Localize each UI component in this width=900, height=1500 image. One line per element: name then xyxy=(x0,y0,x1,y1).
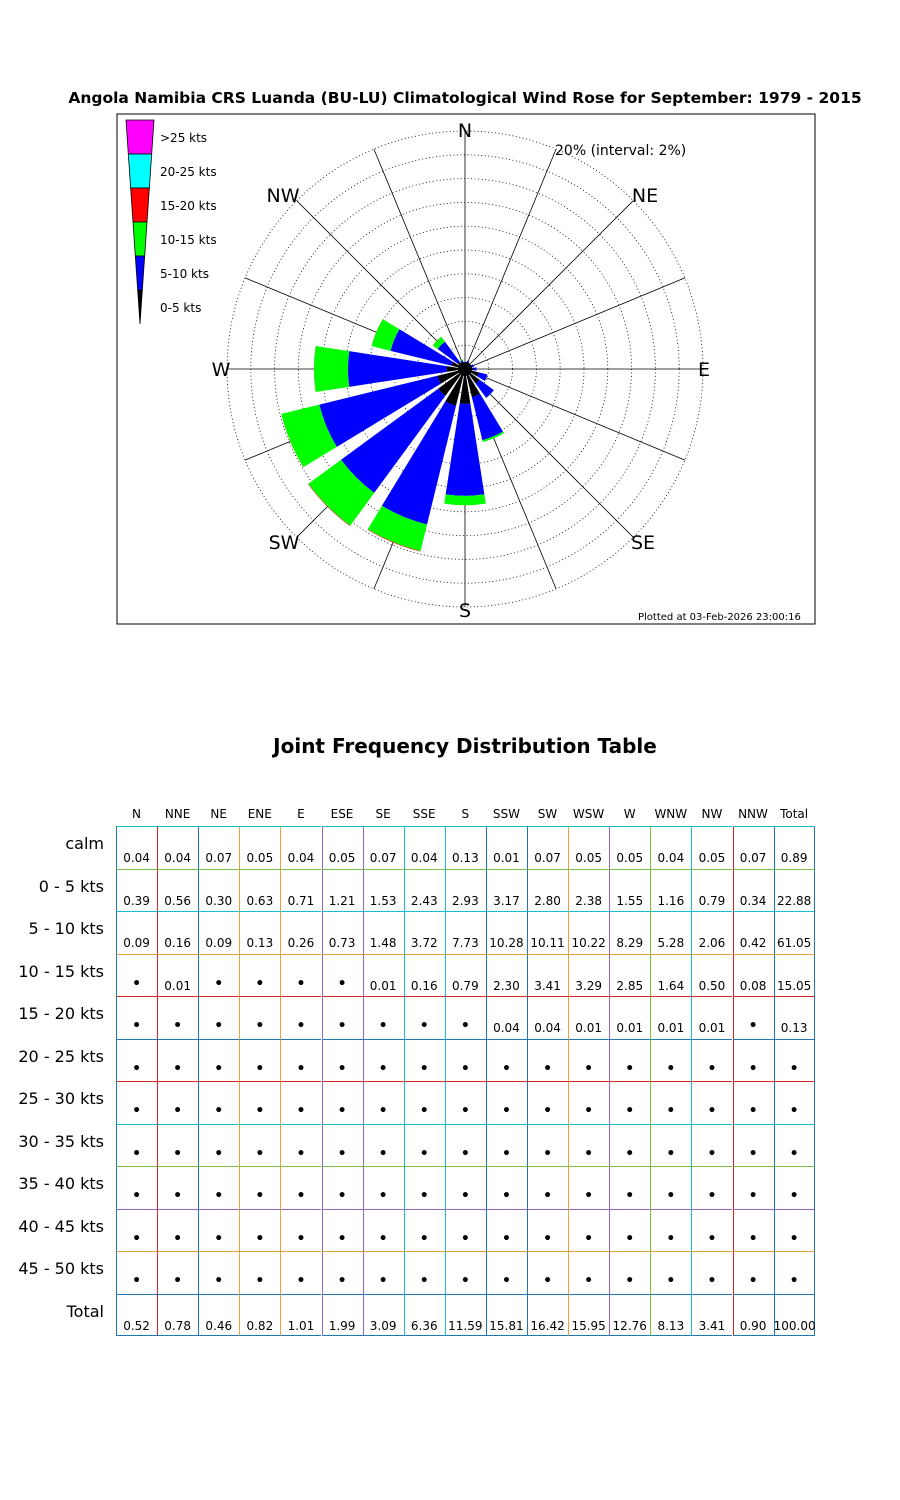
compass-sw: SW xyxy=(268,532,300,554)
table-cell: • xyxy=(707,1145,717,1162)
table-cell: • xyxy=(501,1273,511,1289)
table-cell: • xyxy=(378,1018,388,1034)
table-cell: 0.79 xyxy=(451,978,479,993)
legend-swatch-3 xyxy=(133,222,147,256)
table-cell: • xyxy=(584,1060,594,1077)
col-header-SSW: SSW xyxy=(492,807,520,821)
table-cell: 100.00 xyxy=(773,1318,816,1333)
table-cell: 0.07 xyxy=(369,851,397,865)
col-header-SSE: SSE xyxy=(412,807,436,821)
col-header-WSW: WSW xyxy=(572,807,605,821)
table-cell: • xyxy=(460,1145,470,1162)
table-cell: • xyxy=(337,1230,347,1247)
table-cell: • xyxy=(337,1018,347,1034)
table-cell: 0.05 xyxy=(698,851,726,865)
table-cell: 0.04 xyxy=(493,1021,520,1035)
table-cell: 0.82 xyxy=(246,1318,274,1333)
table-cell: • xyxy=(460,1188,470,1204)
table-cell: 10.28 xyxy=(489,936,524,950)
col-header-NNW: NNW xyxy=(738,807,768,821)
table-cell: • xyxy=(501,1060,511,1077)
table-cell: 0.07 xyxy=(205,851,233,865)
row-label: 40 - 45 kts xyxy=(18,1216,104,1236)
table-cell: 0.05 xyxy=(616,851,644,865)
table-cell: • xyxy=(584,1103,594,1119)
table-cell: • xyxy=(255,1145,265,1162)
table-cell: • xyxy=(296,1230,306,1247)
row-label: 10 - 15 kts xyxy=(18,961,104,981)
table-cell: 2.93 xyxy=(451,893,479,908)
compass-n: N xyxy=(457,120,473,142)
table-cell: 0.05 xyxy=(328,851,356,865)
table-cell: 0.16 xyxy=(410,978,438,993)
table-cell: • xyxy=(255,1188,265,1204)
table-cell: • xyxy=(501,1230,511,1247)
table-cell: • xyxy=(132,1230,142,1247)
petal-E-510kts xyxy=(473,367,476,371)
table-cell: 10.11 xyxy=(530,936,565,950)
table-cell: • xyxy=(296,1103,306,1119)
table-cell: 0.73 xyxy=(328,936,356,950)
row-label: 5 - 10 kts xyxy=(28,919,104,938)
table-cell: 0.01 xyxy=(698,1021,726,1035)
table-cell: 15.95 xyxy=(571,1318,606,1333)
table-cell: 0.05 xyxy=(575,851,602,865)
table-cell: • xyxy=(748,1188,758,1204)
table-cell: • xyxy=(419,1103,429,1119)
table-cell: • xyxy=(419,1188,429,1204)
spoke-NNE xyxy=(465,149,556,369)
table-cell: 0.01 xyxy=(164,978,191,993)
table-cell: 0.07 xyxy=(534,851,561,865)
table-cell: • xyxy=(789,1145,799,1162)
table-cell: • xyxy=(132,1188,142,1204)
table-cell: • xyxy=(625,1230,635,1247)
compass-e: E xyxy=(697,359,711,381)
table-cell: 0.05 xyxy=(246,851,274,865)
table-cell: • xyxy=(296,1188,306,1204)
table-cell: • xyxy=(173,1145,183,1162)
table-cell: 0.04 xyxy=(123,851,150,865)
table-cell: • xyxy=(543,1188,553,1204)
table-cell: 0.42 xyxy=(739,936,767,950)
compass-ne: NE xyxy=(631,185,659,207)
col-header-W: W xyxy=(623,807,636,821)
table-cell: • xyxy=(255,1273,265,1289)
table-cell: • xyxy=(707,1273,717,1289)
table-cell: • xyxy=(625,1273,635,1289)
table-cell: • xyxy=(419,1018,429,1034)
legend-swatch-5 xyxy=(138,290,143,324)
row-label: 0 - 5 kts xyxy=(38,876,104,896)
col-header-ENE: ENE xyxy=(247,807,272,821)
table-cell: 1.48 xyxy=(369,936,397,950)
table-cell: 0.04 xyxy=(534,1021,561,1035)
plotted-at-stamp: Plotted at 03-Feb-2026 23:00:16 xyxy=(638,612,801,623)
table-cell: • xyxy=(214,1060,224,1077)
table-cell: • xyxy=(707,1188,717,1204)
petal-W-1015kts xyxy=(314,346,349,392)
table-cell: • xyxy=(173,1230,183,1247)
row-label: 45 - 50 kts xyxy=(18,1259,104,1278)
table-cell: • xyxy=(255,975,265,992)
spoke-ESE xyxy=(465,369,685,460)
table-cell: • xyxy=(625,1145,635,1162)
col-header-E: E xyxy=(297,807,305,821)
table-cell: • xyxy=(378,1103,388,1119)
table-cell: 0.01 xyxy=(616,1021,644,1035)
table-cell: • xyxy=(789,1273,799,1289)
table-cell: • xyxy=(543,1145,553,1162)
table-cell: • xyxy=(543,1103,553,1119)
table-cell: 0.71 xyxy=(287,893,315,908)
table-cell: • xyxy=(666,1273,676,1289)
table-cell: • xyxy=(296,975,306,992)
legend-label-1: 20-25 kts xyxy=(160,165,217,179)
table-cell: • xyxy=(666,1145,676,1162)
table-cell: 7.73 xyxy=(451,936,479,950)
table-cell: 2.38 xyxy=(575,893,602,908)
legend-swatch-2 xyxy=(131,188,150,222)
table-cell: 0.56 xyxy=(164,893,191,908)
table-cell: 0.09 xyxy=(123,936,150,950)
table-cell: 0.90 xyxy=(739,1318,767,1333)
table-cell: 0.13 xyxy=(246,936,274,950)
table-cell: • xyxy=(748,1103,758,1119)
table-cell: • xyxy=(255,1103,265,1119)
table-cell: 1.55 xyxy=(616,893,644,908)
table-cell: • xyxy=(789,1230,799,1247)
table-cell: 3.17 xyxy=(493,893,520,908)
table-cell: • xyxy=(337,1273,347,1289)
table-cell: • xyxy=(419,1230,429,1247)
table-cell: • xyxy=(337,975,347,992)
table-cell: • xyxy=(378,1230,388,1247)
legend-label-4: 5-10 kts xyxy=(160,267,209,281)
table-cell: • xyxy=(460,1060,470,1077)
table-cell: • xyxy=(214,1145,224,1162)
legend-swatch-4 xyxy=(135,256,144,290)
legend-swatch-0 xyxy=(126,120,154,154)
table-cell: • xyxy=(255,1060,265,1077)
table-cell: • xyxy=(337,1188,347,1204)
compass-s: S xyxy=(458,600,472,622)
table-cell: • xyxy=(748,1145,758,1162)
table-cell: 11.59 xyxy=(448,1318,483,1333)
table-cell: 8.13 xyxy=(657,1318,685,1333)
table-cell: • xyxy=(132,975,142,992)
table-cell: 0.09 xyxy=(205,936,233,950)
table-cell: • xyxy=(543,1060,553,1077)
table-cell: • xyxy=(296,1145,306,1162)
col-header-ESE: ESE xyxy=(330,807,354,821)
table-cell: 3.72 xyxy=(410,936,438,950)
table-cell: 0.13 xyxy=(451,851,479,865)
table-cell: • xyxy=(214,1273,224,1289)
table-cell: • xyxy=(789,1188,799,1204)
table-cell: • xyxy=(173,1188,183,1204)
table-cell: 61.05 xyxy=(776,936,812,950)
legend-label-2: 15-20 kts xyxy=(160,199,217,213)
table-cell: 0.08 xyxy=(739,978,767,993)
table-cell: • xyxy=(584,1230,594,1247)
table-cell: • xyxy=(132,1018,142,1034)
table-cell: • xyxy=(296,1273,306,1289)
table-cell: 1.16 xyxy=(657,893,685,908)
table-cell: • xyxy=(378,1273,388,1289)
table-cell: • xyxy=(460,1103,470,1119)
table-cell: 5.28 xyxy=(657,936,685,950)
table-cell: • xyxy=(748,1273,758,1289)
table-cell: • xyxy=(296,1018,306,1034)
col-header-NE: NE xyxy=(210,807,227,821)
petal-SSE-510kts xyxy=(472,394,503,440)
table-cell: • xyxy=(707,1060,717,1077)
table-cell: 0.04 xyxy=(410,851,438,865)
table-cell: 12.76 xyxy=(612,1318,647,1333)
table-cell: 3.29 xyxy=(575,978,602,993)
calm-center xyxy=(458,362,472,376)
table-cell: 0.46 xyxy=(205,1318,233,1333)
table-cell: • xyxy=(748,1230,758,1247)
row-label: 25 - 30 kts xyxy=(18,1089,104,1108)
table-cell: 8.29 xyxy=(616,936,644,950)
table-cell: • xyxy=(707,1230,717,1247)
col-header-SE: SE xyxy=(375,807,391,821)
table-cell: • xyxy=(584,1188,594,1204)
table-cell: • xyxy=(419,1273,429,1289)
table-cell: 0.16 xyxy=(164,936,191,950)
table-cell: • xyxy=(173,1018,183,1034)
legend-label-5: 0-5 kts xyxy=(160,301,202,315)
table-cell: 0.01 xyxy=(493,851,520,865)
table-cell: • xyxy=(337,1103,347,1119)
table-cell: • xyxy=(501,1103,511,1119)
table-cell: 0.89 xyxy=(780,851,808,865)
table-cell: • xyxy=(789,1103,799,1119)
table-cell: 0.78 xyxy=(164,1318,191,1333)
col-header-S: S xyxy=(461,807,470,821)
row-label: 35 - 40 kts xyxy=(18,1174,104,1193)
table-cell: 0.39 xyxy=(123,893,150,908)
table-cell: 0.79 xyxy=(698,893,726,908)
row-label: Total xyxy=(66,1301,104,1321)
table-cell: 1.64 xyxy=(657,978,685,993)
col-header-NNE: NNE xyxy=(164,807,191,821)
table-cell: 3.41 xyxy=(698,1318,726,1333)
table-cell: • xyxy=(625,1060,635,1077)
table-cell: 1.21 xyxy=(328,893,356,908)
legend-swatch-1 xyxy=(128,154,151,188)
table-cell: • xyxy=(337,1145,347,1162)
table-cell: • xyxy=(748,1060,758,1077)
table-cell: 0.34 xyxy=(739,893,767,908)
table-cell: • xyxy=(584,1273,594,1289)
table-cell: 1.99 xyxy=(328,1318,356,1333)
petal-S-1015kts xyxy=(444,494,486,505)
table-cell: 10.22 xyxy=(571,936,606,950)
compass-se: SE xyxy=(630,532,656,554)
col-header-NW: NW xyxy=(701,807,723,821)
table-cell: • xyxy=(543,1273,553,1289)
table-cell: • xyxy=(255,1018,265,1034)
table-cell: • xyxy=(214,1230,224,1247)
col-header-Total: Total xyxy=(780,807,809,821)
table-cell: 15.05 xyxy=(776,978,812,993)
table-cell: • xyxy=(214,1018,224,1034)
table-cell: 0.01 xyxy=(369,978,397,993)
table-cell: • xyxy=(666,1103,676,1119)
row-label: 20 - 25 kts xyxy=(18,1046,104,1066)
table-cell: 1.53 xyxy=(369,893,397,908)
table-cell: • xyxy=(173,1103,183,1119)
table-cell: • xyxy=(625,1188,635,1204)
table-cell: • xyxy=(214,1103,224,1119)
table-cell: 2.80 xyxy=(534,893,561,908)
table-cell: 2.30 xyxy=(493,978,520,993)
table-cell: • xyxy=(378,1188,388,1204)
table-cell: • xyxy=(789,1060,799,1077)
table-cell: • xyxy=(132,1103,142,1119)
row-label: 15 - 20 kts xyxy=(18,1004,104,1023)
table-cell: • xyxy=(584,1145,594,1162)
row-label: 30 - 35 kts xyxy=(18,1131,104,1151)
table-cell: 15.81 xyxy=(489,1318,524,1333)
table-cell: • xyxy=(460,1230,470,1247)
table-cell: • xyxy=(214,975,224,992)
compass-w: W xyxy=(211,359,231,381)
table-cell: 0.04 xyxy=(657,851,685,865)
table-cell: 3.09 xyxy=(369,1318,397,1333)
table-cell: 22.88 xyxy=(776,893,812,908)
table-cell: • xyxy=(337,1060,347,1077)
table-cell: 2.85 xyxy=(616,978,644,993)
row-label: calm xyxy=(65,834,104,853)
table-cell: • xyxy=(666,1230,676,1247)
table-cell: • xyxy=(173,1273,183,1289)
table-cell: 0.01 xyxy=(575,1021,602,1035)
table-cell: • xyxy=(625,1103,635,1119)
table-cell: • xyxy=(255,1230,265,1247)
spoke-ENE xyxy=(465,278,685,369)
table-cell: 2.06 xyxy=(698,936,726,950)
table-cell: 3.41 xyxy=(534,978,561,993)
table-cell: • xyxy=(378,1060,388,1077)
table-cell: 0.13 xyxy=(780,1021,808,1035)
table-cell: 0.52 xyxy=(123,1318,150,1333)
table-cell: • xyxy=(378,1145,388,1162)
table-cell: • xyxy=(419,1060,429,1077)
col-header-N: N xyxy=(132,807,141,821)
table-cell: 16.42 xyxy=(530,1318,565,1333)
legend-label-3: 10-15 kts xyxy=(160,233,217,247)
table-cell: 0.26 xyxy=(287,936,315,950)
legend-label-0: >25 kts xyxy=(160,131,208,145)
table-cell: 0.63 xyxy=(246,893,274,908)
table-cell: • xyxy=(419,1145,429,1162)
table-cell: • xyxy=(460,1273,470,1289)
table-cell: • xyxy=(748,1018,758,1034)
table-cell: • xyxy=(543,1230,553,1247)
table-cell: • xyxy=(173,1060,183,1077)
table-cell: 2.43 xyxy=(410,893,438,908)
table-cell: • xyxy=(707,1103,717,1119)
table-cell: 0.04 xyxy=(164,851,191,865)
table-cell: 0.04 xyxy=(287,851,315,865)
table-cell: 0.50 xyxy=(698,978,726,993)
compass-nw: NW xyxy=(266,185,300,207)
col-header-SW: SW xyxy=(537,807,558,821)
table-cell: • xyxy=(132,1145,142,1162)
scale-label: 20% (interval: 2%) xyxy=(555,143,687,159)
table-cell: 0.30 xyxy=(205,893,233,908)
table-cell: • xyxy=(296,1060,306,1077)
table-cell: • xyxy=(666,1188,676,1204)
table-cell: • xyxy=(501,1188,511,1204)
rose-title: Angola Namibia CRS Luanda (BU-LU) Climatological Wind Rose for September: 1979 - 2015 xyxy=(68,89,862,107)
table-cell: 1.01 xyxy=(287,1318,315,1333)
table-cell: • xyxy=(214,1188,224,1204)
table-title: Joint Frequency Distribution Table xyxy=(273,734,657,758)
table-cell: • xyxy=(460,1018,470,1034)
table-cell: 0.07 xyxy=(739,851,767,865)
table-cell: • xyxy=(666,1060,676,1077)
table-cell: • xyxy=(132,1273,142,1289)
table-cell: 0.01 xyxy=(657,1021,685,1035)
col-header-WNW: WNW xyxy=(654,807,688,821)
spoke-NE xyxy=(465,201,633,369)
table-cell: • xyxy=(501,1145,511,1162)
table-cell: • xyxy=(132,1060,142,1077)
table-cell: 6.36 xyxy=(410,1318,438,1333)
